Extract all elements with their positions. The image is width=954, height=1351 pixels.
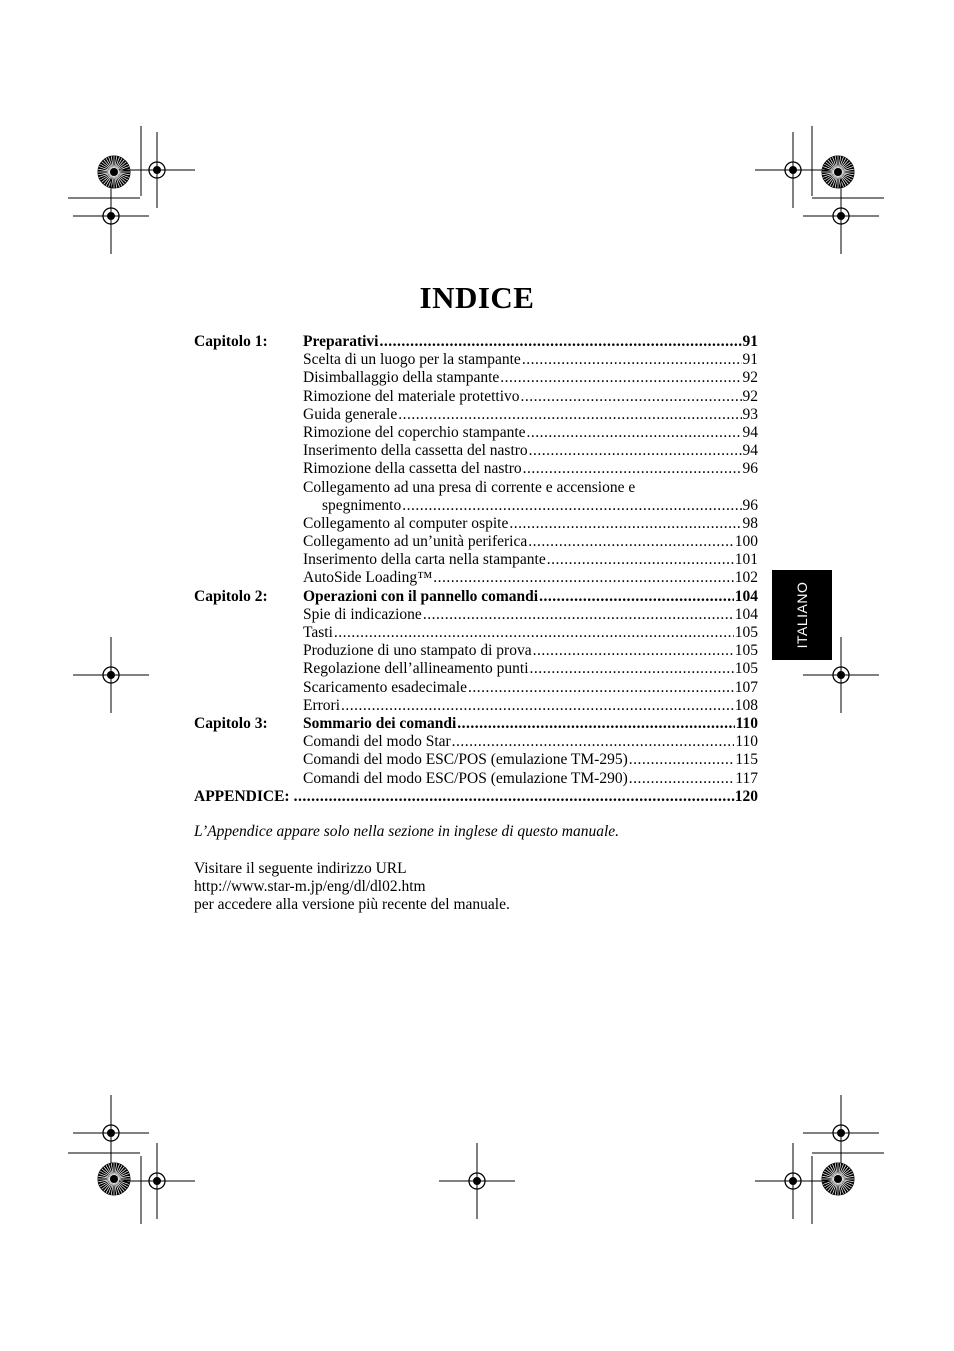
toc-item: Comandi del modo ESC/POS (emulazione TM-290) ..... 117	[194, 770, 758, 788]
toc-item: Collegamento ad un’unità periferica ..... 100	[194, 533, 758, 551]
toc-item: Collegamento ad una presa di corrente e accensione e	[303, 478, 636, 496]
target-dot	[838, 672, 845, 679]
language-side-tab	[772, 570, 832, 660]
chapter-title-entry[interactable]: Sommario dei comandi ..... 110	[303, 715, 758, 733]
toc-item: Regolazione dell’allineamento punti ..... 105	[194, 660, 758, 678]
appendix-note: L’Appendice appare solo nella sezione in inglese di questo manuale.	[194, 823, 620, 840]
toc-item: Inserimento della carta nella stampante ..... 101	[194, 551, 758, 569]
manual-url-link[interactable]: http://www.star-m.jp/eng/dl/dl02.htm	[194, 878, 426, 896]
toc-appendix-row	[194, 788, 758, 806]
toc-item: Errori ..... 108	[194, 697, 758, 715]
toc-item: Collegamento al computer ospite ..... 98	[194, 515, 758, 533]
toc-item: Comandi del modo Star ..... 110	[194, 733, 758, 751]
url-instructions	[194, 860, 510, 915]
toc-chapter-row	[194, 715, 758, 733]
appendix-entry[interactable]: APPENDICE: ..... 120	[194, 788, 758, 806]
toc-item: Inserimento della cassetta del nastro ..... 94	[194, 442, 758, 460]
chapter-label: Capitolo 2:	[194, 587, 268, 605]
toc-chapter-row	[194, 333, 758, 351]
chapter-label: Capitolo 1:	[194, 333, 268, 350]
toc-item: Comandi del modo ESC/POS (emulazione TM-295) ..... 115	[194, 751, 758, 769]
toc-item: Scelta di un luogo per la stampante ..... 91	[194, 351, 758, 369]
target-dot	[154, 1178, 161, 1185]
chapter-title-entry[interactable]: Preparativi ..... 91	[303, 333, 758, 351]
starburst-center	[834, 1175, 842, 1183]
chapter-title-entry[interactable]: Operazioni con il pannello comandi ..... 104	[303, 588, 758, 606]
toc-item: AutoSide Loading™ ..... 102	[194, 569, 758, 587]
visit-line: Visitare il seguente indirizzo URL	[194, 860, 407, 877]
target-dot	[838, 1130, 845, 1137]
target-dot	[790, 1178, 797, 1185]
target-dot	[790, 167, 797, 174]
target-dot	[108, 672, 115, 679]
toc-chapter-row	[194, 588, 758, 606]
toc-item: Disimballaggio della stampante ..... 92	[194, 369, 758, 387]
visit-line: per accedere alla versione più recente del manuale.	[194, 896, 510, 914]
starburst-center	[834, 168, 842, 176]
toc-item: Tasti ..... 105	[194, 624, 758, 642]
chapter-label: Capitolo 3:	[194, 714, 268, 732]
table-of-contents	[194, 333, 758, 806]
target-dot	[108, 213, 115, 220]
page-title: INDICE	[419, 280, 535, 315]
target-dot	[108, 1130, 115, 1137]
toc-item: Rimozione del coperchio stampante ..... 94	[194, 424, 758, 442]
toc-item: Scaricamento esadecimale ..... 107	[194, 679, 758, 697]
starburst-center	[110, 1175, 118, 1183]
toc-item: Guida generale ..... 93	[194, 406, 758, 424]
toc-item: Spie di indicazione ..... 104	[194, 606, 758, 624]
target-dot	[154, 167, 161, 174]
toc-item: Rimozione della cassetta del nastro ..... 96	[194, 460, 758, 478]
starburst-center	[110, 168, 118, 176]
language-label: ITALIANO	[794, 581, 810, 649]
toc-item: Rimozione del materiale protettivo ..... 92	[194, 388, 758, 406]
target-dot	[838, 213, 845, 220]
toc-item: Produzione di uno stampato di prova ..... 105	[194, 642, 758, 660]
toc-item-continued: spegnimento ..... 96	[194, 497, 758, 515]
target-dot	[474, 1178, 481, 1185]
